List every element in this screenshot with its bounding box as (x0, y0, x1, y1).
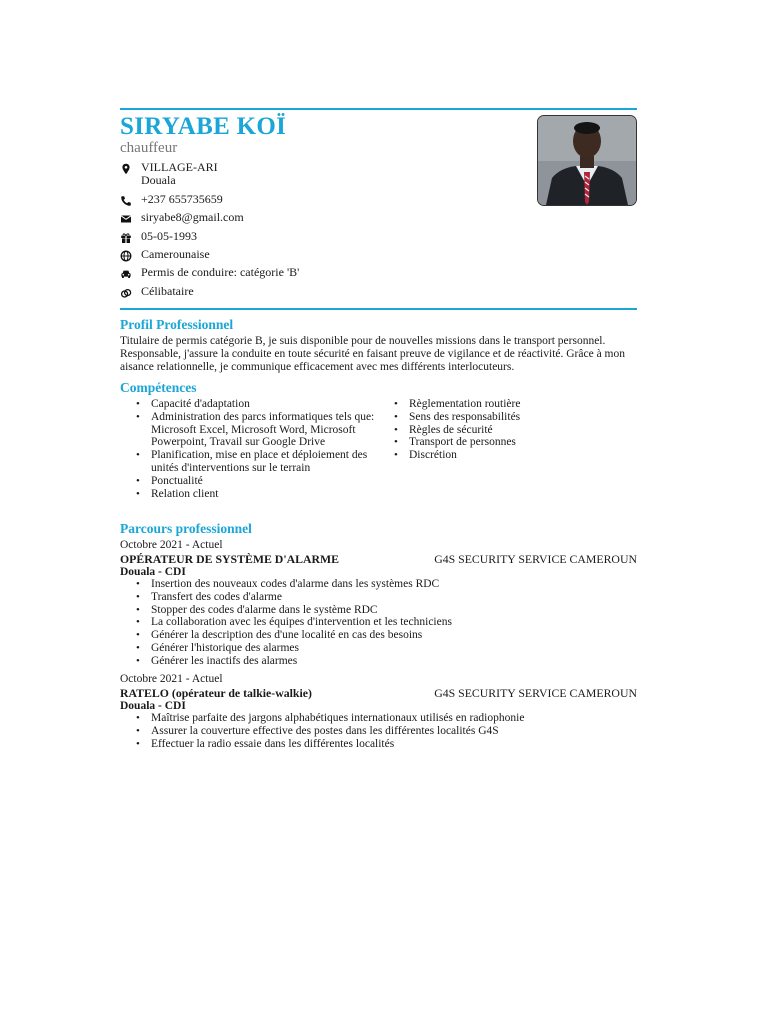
phone-icon (120, 195, 132, 207)
job-location: Douala - CDI (120, 566, 186, 578)
job-dates: Octobre 2021 - Actuel (120, 539, 223, 551)
profile-photo (537, 115, 637, 206)
job-task: • Générer les inactifs des alarmes (120, 655, 637, 668)
skill-item: • Discrétion (378, 449, 637, 462)
job-task: • Effectuer la radio essaie dans les différentes localités (120, 738, 637, 751)
marital-status: Célibataire (141, 284, 194, 298)
job-task: • Stopper des codes d'alarme dans le système RDC (120, 604, 637, 617)
portrait-image (538, 116, 636, 205)
rings-icon (120, 287, 132, 299)
skill-item: • Relation client (120, 488, 380, 501)
skill-item: • Administration des parcs informatiques tels que: Microsoft Excel, Microsoft Word, Microsoft Powerpoint, Travail sur Google Drive (120, 411, 380, 449)
experience-entry (120, 539, 637, 668)
skill-item: • Planification, mise en place et déploiement des unités d'interventions sur le terrain (120, 449, 380, 475)
contact-address (120, 161, 218, 187)
candidate-name: SIRYABE KOÏ (120, 113, 287, 140)
contact-phone (120, 193, 223, 207)
job-company: G4S SECURITY SERVICE CAMEROUN (434, 686, 637, 700)
job-company: G4S SECURITY SERVICE CAMEROUN (434, 552, 637, 566)
job-task: • Maîtrise parfaite des jargons alphabétiques internationaux utilisés en radiophonie (120, 712, 637, 725)
job-task: • Insertion des nouveaux codes d'alarme dans les systèmes RDC (120, 578, 637, 591)
envelope-icon (120, 213, 132, 225)
skill-item: • Ponctualité (120, 475, 380, 488)
experience-section-title: Parcours professionnel (120, 521, 252, 536)
globe-icon (120, 250, 132, 262)
contact-nationality (120, 248, 210, 262)
header-top-rule (120, 108, 637, 110)
skill-item: • Transport de personnes (378, 436, 637, 449)
job-task: • Transfert des codes d'alarme (120, 591, 637, 604)
job-role: RATELO (opérateur de talkie-walkie) (120, 686, 312, 700)
header-bottom-rule (120, 308, 637, 310)
job-role: OPÉRATEUR DE SYSTÈME D'ALARME (120, 552, 340, 566)
nationality: Camerounaise (141, 247, 210, 261)
skill-item: • Sens des responsabilités (378, 411, 637, 424)
skills-list-left (120, 398, 380, 500)
job-task: • La collaboration avec les équipes d'intervention et les techniciens (120, 616, 637, 629)
car-icon (120, 268, 132, 280)
job-location: Douala - CDI (120, 700, 186, 712)
candidate-job-title: chauffeur (120, 140, 178, 156)
address-line1: VILLAGE-ARI (141, 160, 218, 174)
gift-icon (120, 232, 132, 244)
profile-summary: Titulaire de permis catégorie B, je suis disponible pour de nouvelles missions dans le transport personnel. Responsable, j'assure la conduite en toute sécurité en faisant preuve de vigilance et de réactivité. Grâce à mon aisance relationnelle, je communique efficacement avec mes différents interlocuteurs. (120, 335, 625, 373)
contact-email (120, 211, 244, 225)
contact-birthdate (120, 230, 197, 244)
experience-entry (120, 673, 637, 750)
job-task-list (120, 712, 637, 750)
skills-section-title: Compétences (120, 380, 197, 395)
birthdate: 05-05-1993 (141, 229, 197, 243)
job-header (120, 552, 637, 566)
address-line2: Douala (141, 173, 176, 187)
job-dates: Octobre 2021 - Actuel (120, 673, 223, 685)
job-task: • Assurer la couverture effective des postes dans les différentes localités G4S (120, 725, 637, 738)
job-task-list (120, 578, 637, 668)
driving-license: Permis de conduire: catégorie 'B' (141, 265, 300, 279)
skill-item: • Règles de sécurité (378, 424, 637, 437)
contact-marital-status (120, 285, 194, 299)
job-task: • Générer la description des d'une localité en cas des besoins (120, 629, 637, 642)
skill-item: • Capacité d'adaptation (120, 398, 380, 411)
job-header (120, 686, 637, 700)
skills-list-right (378, 398, 637, 462)
job-task: • Générer l'historique des alarmes (120, 642, 637, 655)
profile-section-title: Profil Professionnel (120, 317, 234, 332)
phone-number: +237 655735659 (141, 192, 223, 206)
skill-item: • Règlementation routière (378, 398, 637, 411)
location-pin-icon (120, 163, 132, 175)
contact-license (120, 266, 299, 280)
email-address: siryabe8@gmail.com (141, 210, 244, 224)
